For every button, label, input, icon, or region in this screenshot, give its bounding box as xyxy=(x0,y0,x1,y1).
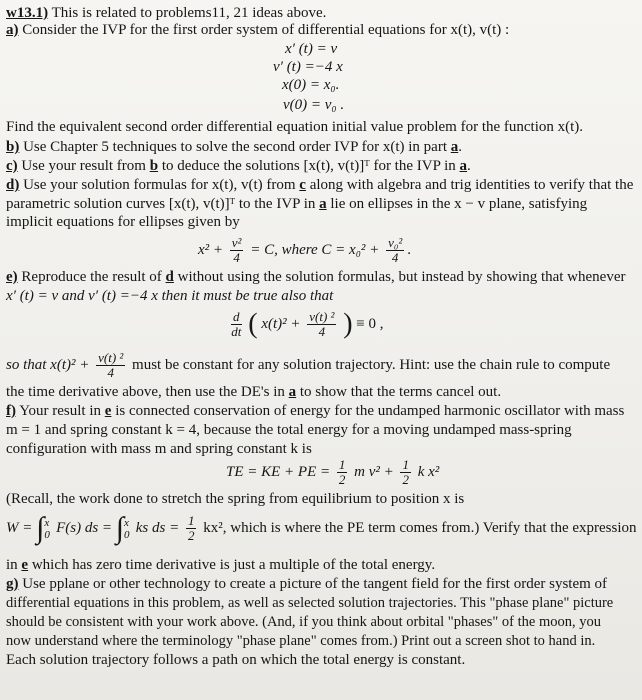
part-c-letter: c) xyxy=(6,158,18,174)
part-b-text: Use Chapter 5 techniques to solve the second order IVP for x(t) in part xyxy=(23,139,448,155)
deriv-operator xyxy=(231,310,242,339)
part-c-text-1: Use your result from xyxy=(21,158,146,174)
part-d-text-2: along with algebra and trig identities to verify that the xyxy=(309,177,634,193)
part-g-line-3: should be consistent with your work above. (And, if you think about orbital "phases" of the moon, you xyxy=(6,614,601,630)
part-f-ref-2: e xyxy=(21,557,29,573)
int2-lower: 0 xyxy=(124,528,130,541)
part-e-ref-2: a xyxy=(288,384,297,400)
work-fs: F(s) ds = xyxy=(56,520,113,536)
total-energy-equation xyxy=(226,455,439,489)
part-f-in-b: which has zero time derivative is just a multiple of the total energy. xyxy=(31,557,436,573)
so-that-a: so that x(t)² + xyxy=(6,357,90,373)
problem-header xyxy=(6,4,326,22)
part-c-end: . xyxy=(467,158,471,174)
integral-limits-1 xyxy=(44,517,52,541)
part-f-letter: f) xyxy=(6,403,16,419)
part-b xyxy=(6,138,462,156)
ellipse-frac-2-den: 4 xyxy=(391,250,399,266)
part-c xyxy=(6,157,471,175)
part-g-letter: g) xyxy=(6,576,19,592)
work-ks: ks ds = xyxy=(135,520,180,536)
te-b: m v² + xyxy=(354,464,394,480)
te-c: k x² xyxy=(417,464,440,480)
work-frac-num: 1 xyxy=(187,513,195,529)
te-frac-2-den: 2 xyxy=(402,472,409,488)
deriv-operator-num: d xyxy=(233,309,240,325)
part-c-ref-1: b xyxy=(149,158,159,174)
part-e-letter: e) xyxy=(6,269,18,285)
part-a-prompt xyxy=(6,21,509,39)
part-a-text: Consider the IVP for the first order system of differential equations for x(t), v(t) : xyxy=(22,22,510,38)
te-frac-2 xyxy=(400,458,411,487)
part-d-line-3: implicit equations for ellipses given by xyxy=(6,214,240,230)
derivative-equation xyxy=(228,306,384,342)
int1-upper: x xyxy=(44,516,50,529)
part-e-text-2: without using the solution formulas, but instead by showing that whenever xyxy=(177,269,626,285)
deriv-inner-a: x(t)² + xyxy=(261,316,301,332)
part-d-line-1 xyxy=(6,176,633,194)
part-d-ref-2: a xyxy=(319,196,327,212)
part-f-line-1 xyxy=(6,402,624,420)
part-f-in: in xyxy=(6,557,18,573)
ellipse-frac-2 xyxy=(386,236,404,265)
part-f-line-2: m = 1 and spring constant k = 4, because the total energy for a moving undamped mass-spring xyxy=(6,422,572,438)
te-frac-1-den: 2 xyxy=(338,472,346,488)
part-f-text-1: Your result in xyxy=(19,403,102,419)
part-f-recall: (Recall, the work done to stretch the spring from equilibrium to position x is xyxy=(6,491,465,507)
part-e-so-that xyxy=(6,350,610,380)
part-d-line2b: lie on ellipses in the x − v plane, satisfying xyxy=(330,196,588,212)
left-paren: ( xyxy=(248,308,258,340)
int2-upper: x xyxy=(124,516,129,529)
part-f-text-2: is connected conservation of energy for the undamped harmonic oscillator with mass xyxy=(115,403,625,419)
te-frac-2-num: 1 xyxy=(402,457,409,473)
deriv-inner-frac xyxy=(307,310,336,339)
problem-number: w13.1) xyxy=(6,5,49,21)
part-e-ref-1: d xyxy=(165,269,174,285)
work-frac-den: 2 xyxy=(187,528,195,544)
so-that-den: 4 xyxy=(107,365,114,381)
part-f-last-line xyxy=(6,556,435,574)
part-d-text-1: Use your solution formulas for x(t), v(t) from xyxy=(23,177,296,193)
part-e-text-1: Reproduce the result of xyxy=(21,269,162,285)
part-g-line-2: differential equations in this problem, as well as selected solution trajectories. This "phase plane" picture xyxy=(6,595,614,611)
int1-lower: 0 xyxy=(44,528,50,541)
work-rest: kx², which is where the PE term comes from.) Verify that the expression xyxy=(203,520,637,536)
part-c-text-2: to deduce the solutions [x(t), v(t)]ᵀ for the IVP in xyxy=(161,158,456,174)
deriv-inner-den: 4 xyxy=(318,324,326,340)
ellipse-frac-1 xyxy=(230,236,244,265)
part-e-last-a: the time derivative above, then use the DE's in xyxy=(6,384,285,400)
te-frac-1-num: 1 xyxy=(338,457,346,473)
part-b-end: . xyxy=(458,139,463,155)
integral-sign-1: ∫ xyxy=(36,511,45,545)
part-b-letter: b) xyxy=(6,139,20,155)
part-e-line-2: x′ (t) = v and v′ (t) =−4 x then it must be true also that xyxy=(6,288,334,304)
ellipse-frac-2-num: v₀² xyxy=(388,235,403,251)
system-eq-1: x′ (t) = v xyxy=(285,41,338,57)
ellipse-x: x² + xyxy=(198,242,224,258)
part-c-ref-2: a xyxy=(459,158,468,174)
so-that-rest: must be constant for any solution trajectory. Hint: use the chain rule to compute xyxy=(132,357,611,373)
work-frac xyxy=(186,514,197,543)
work-w: W = xyxy=(6,520,33,536)
ellipse-frac-1-num: v² xyxy=(231,235,242,251)
deriv-end: ≡ 0 , xyxy=(356,316,384,332)
deriv-operator-den: dt xyxy=(231,324,242,340)
part-g-line-4: now understand where the terminology "phase plane" comes from.) Print out a screen shot to hand in. xyxy=(6,633,596,649)
part-e-last-b: to show that the terms cancel out. xyxy=(299,384,502,400)
system-eq-4: v(0) = v₀ . xyxy=(283,97,345,113)
te-a: TE = KE + PE = xyxy=(226,464,331,480)
problem-intro: This is related to problems11, 21 ideas above. xyxy=(51,5,327,21)
ellipse-equation xyxy=(198,234,411,266)
part-d-line2a: parametric solution curves [x(t), v(t)]ᵀ to the IVP in xyxy=(6,196,316,212)
part-d-letter: d) xyxy=(6,177,20,193)
te-frac-1 xyxy=(337,458,348,487)
part-d-line-2 xyxy=(6,195,587,213)
part-e-last-line xyxy=(6,383,501,401)
right-paren: ) xyxy=(343,308,353,340)
so-that-num: v(t) ² xyxy=(98,350,124,366)
part-a-letter: a) xyxy=(6,22,19,38)
system-eq-2: v′ (t) =−4 x xyxy=(273,59,343,75)
part-d-ref-1: c xyxy=(299,177,306,193)
part-f-line-3: configuration with mass m and spring constant k is xyxy=(6,441,312,457)
part-g-line1: Use pplane or other technology to create a picture of the tangent field for the first order system of xyxy=(22,576,608,592)
part-b-ref: a xyxy=(450,139,459,155)
part-g-line-1 xyxy=(6,575,607,593)
part-f-ref-1: e xyxy=(104,403,112,419)
system-eq-3: x(0) = x₀. xyxy=(282,77,340,93)
integral-limits-2 xyxy=(124,517,132,541)
work-integral-line xyxy=(6,508,637,548)
ellipse-frac-1-den: 4 xyxy=(233,250,240,266)
ellipse-mid: = C, where C = x₀² + xyxy=(250,242,380,258)
so-that-frac xyxy=(96,351,125,380)
ellipse-end: . xyxy=(407,242,411,258)
part-g-line-5: Each solution trajectory follows a path on which the total energy is constant. xyxy=(6,652,466,668)
part-e-line-1 xyxy=(6,268,626,286)
integral-sign-2: ∫ xyxy=(115,511,125,545)
deriv-inner-num: v(t) ² xyxy=(309,309,335,325)
part-a-find: Find the equivalent second order differential equation initial value problem for the function x(t). xyxy=(6,119,584,135)
